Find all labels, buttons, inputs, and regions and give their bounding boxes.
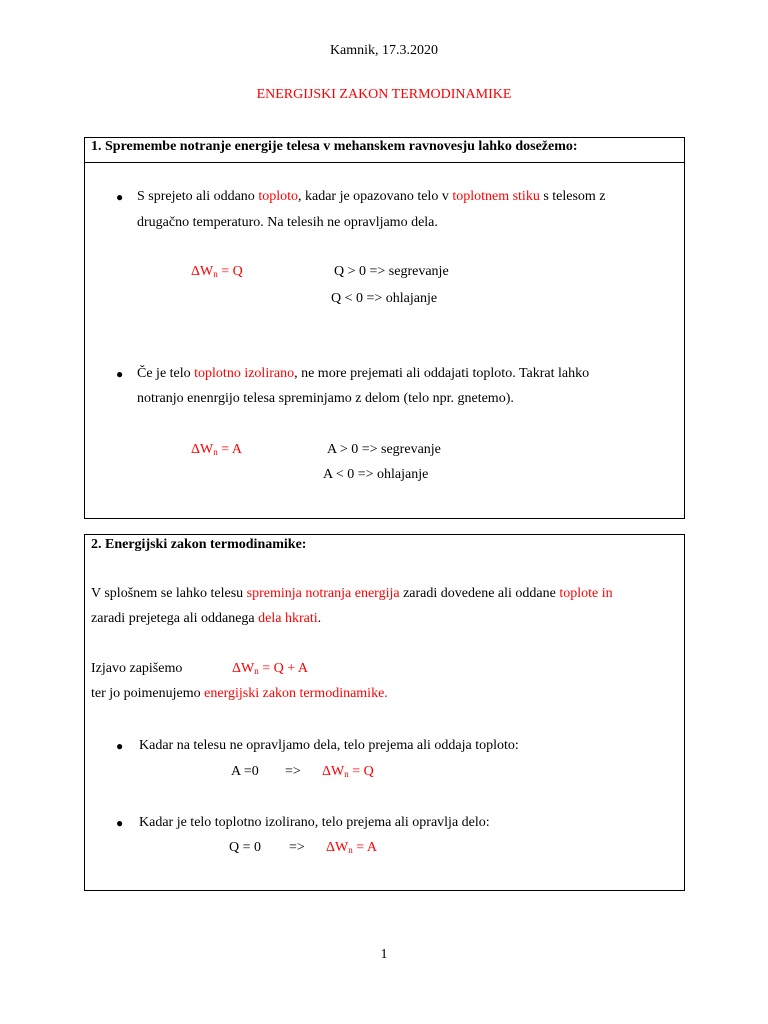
s1-bullet-1-line-2: drugačno temperaturo. Na telesih ne opravljamo dela.: [137, 215, 438, 230]
s1-condition-1a: Q > 0 => segrevanje: [334, 264, 449, 279]
s2-paragraph-1-line-2: zaradi prejetega ali oddanega dela hkrati.: [91, 611, 322, 626]
s1-bullet-2-line-2: notranjo enenrgijo telesa spreminjamo z delom (telo npr. gnetemo).: [137, 391, 514, 406]
s2-bullet-2-equation: $\Delta W_n = A$: [326, 840, 377, 855]
section-1-heading: 1. Spremembe notranje energije telesa v mehanskem ravnovesju lahko dosežemo:: [91, 139, 578, 154]
s2-bullet-2-text: Kadar je telo toplotno izolirano, telo prejema ali opravlja delo:: [139, 815, 490, 830]
s2-law-name-line: ter jo poimenujemo energijski zakon termodinamike.: [91, 686, 388, 701]
place-date: Kamnik, 17.3.2020: [329, 43, 439, 58]
bullet-icon: ●: [116, 190, 124, 204]
s2-bullet-1-text: Kadar na telesu ne opravljamo dela, telo prejema ali oddaja toploto:: [139, 738, 519, 753]
bullet-icon: ●: [116, 816, 124, 830]
section-1-heading-divider: [84, 162, 685, 163]
s2-bullet-1-equation: $\Delta W_n = Q$: [322, 764, 374, 779]
s1-condition-2a: A > 0 => segrevanje: [327, 442, 441, 457]
s2-statement-label: Izjavo zapišemo: [91, 661, 183, 676]
page-number: 1: [380, 947, 388, 962]
s2-bullet-2-condition: Q = 0: [229, 840, 262, 855]
bullet-icon: ●: [116, 739, 124, 753]
s1-bullet-2-line-1: Če je telo toplotno izolirano, ne more prejemati ali oddajati toploto. Takrat lahko: [137, 366, 590, 381]
s2-bullet-1-condition: A =0: [231, 764, 259, 779]
s1-condition-2b: A < 0 => ohlajanje: [323, 467, 429, 482]
s2-paragraph-1-line-1: V splošnem se lahko telesu spreminja notranja energija zaradi dovedene ali oddane toplote in: [91, 586, 613, 601]
section-2-heading: 2. Energijski zakon termodinamike:: [91, 537, 307, 552]
s1-equation-2: $\Delta W_n = A$: [191, 442, 242, 457]
s1-bullet-1-line-1: S sprejeto ali oddano toploto, kadar je opazovano telo v toplotnem stiku s telesom z: [137, 189, 606, 204]
bullet-icon: ●: [116, 367, 124, 381]
s1-condition-1b: Q < 0 => ohlajanje: [331, 291, 438, 306]
page-title: ENERGIJSKI ZAKON TERMODINAMIKE: [256, 87, 512, 102]
s1-equation-1: $\Delta W_n = Q$: [191, 264, 243, 279]
s2-bullet-1-arrow: =>: [285, 764, 301, 779]
s2-bullet-2-arrow: =>: [289, 840, 305, 855]
s2-main-equation: $\Delta W_n = Q + A$: [232, 661, 308, 676]
